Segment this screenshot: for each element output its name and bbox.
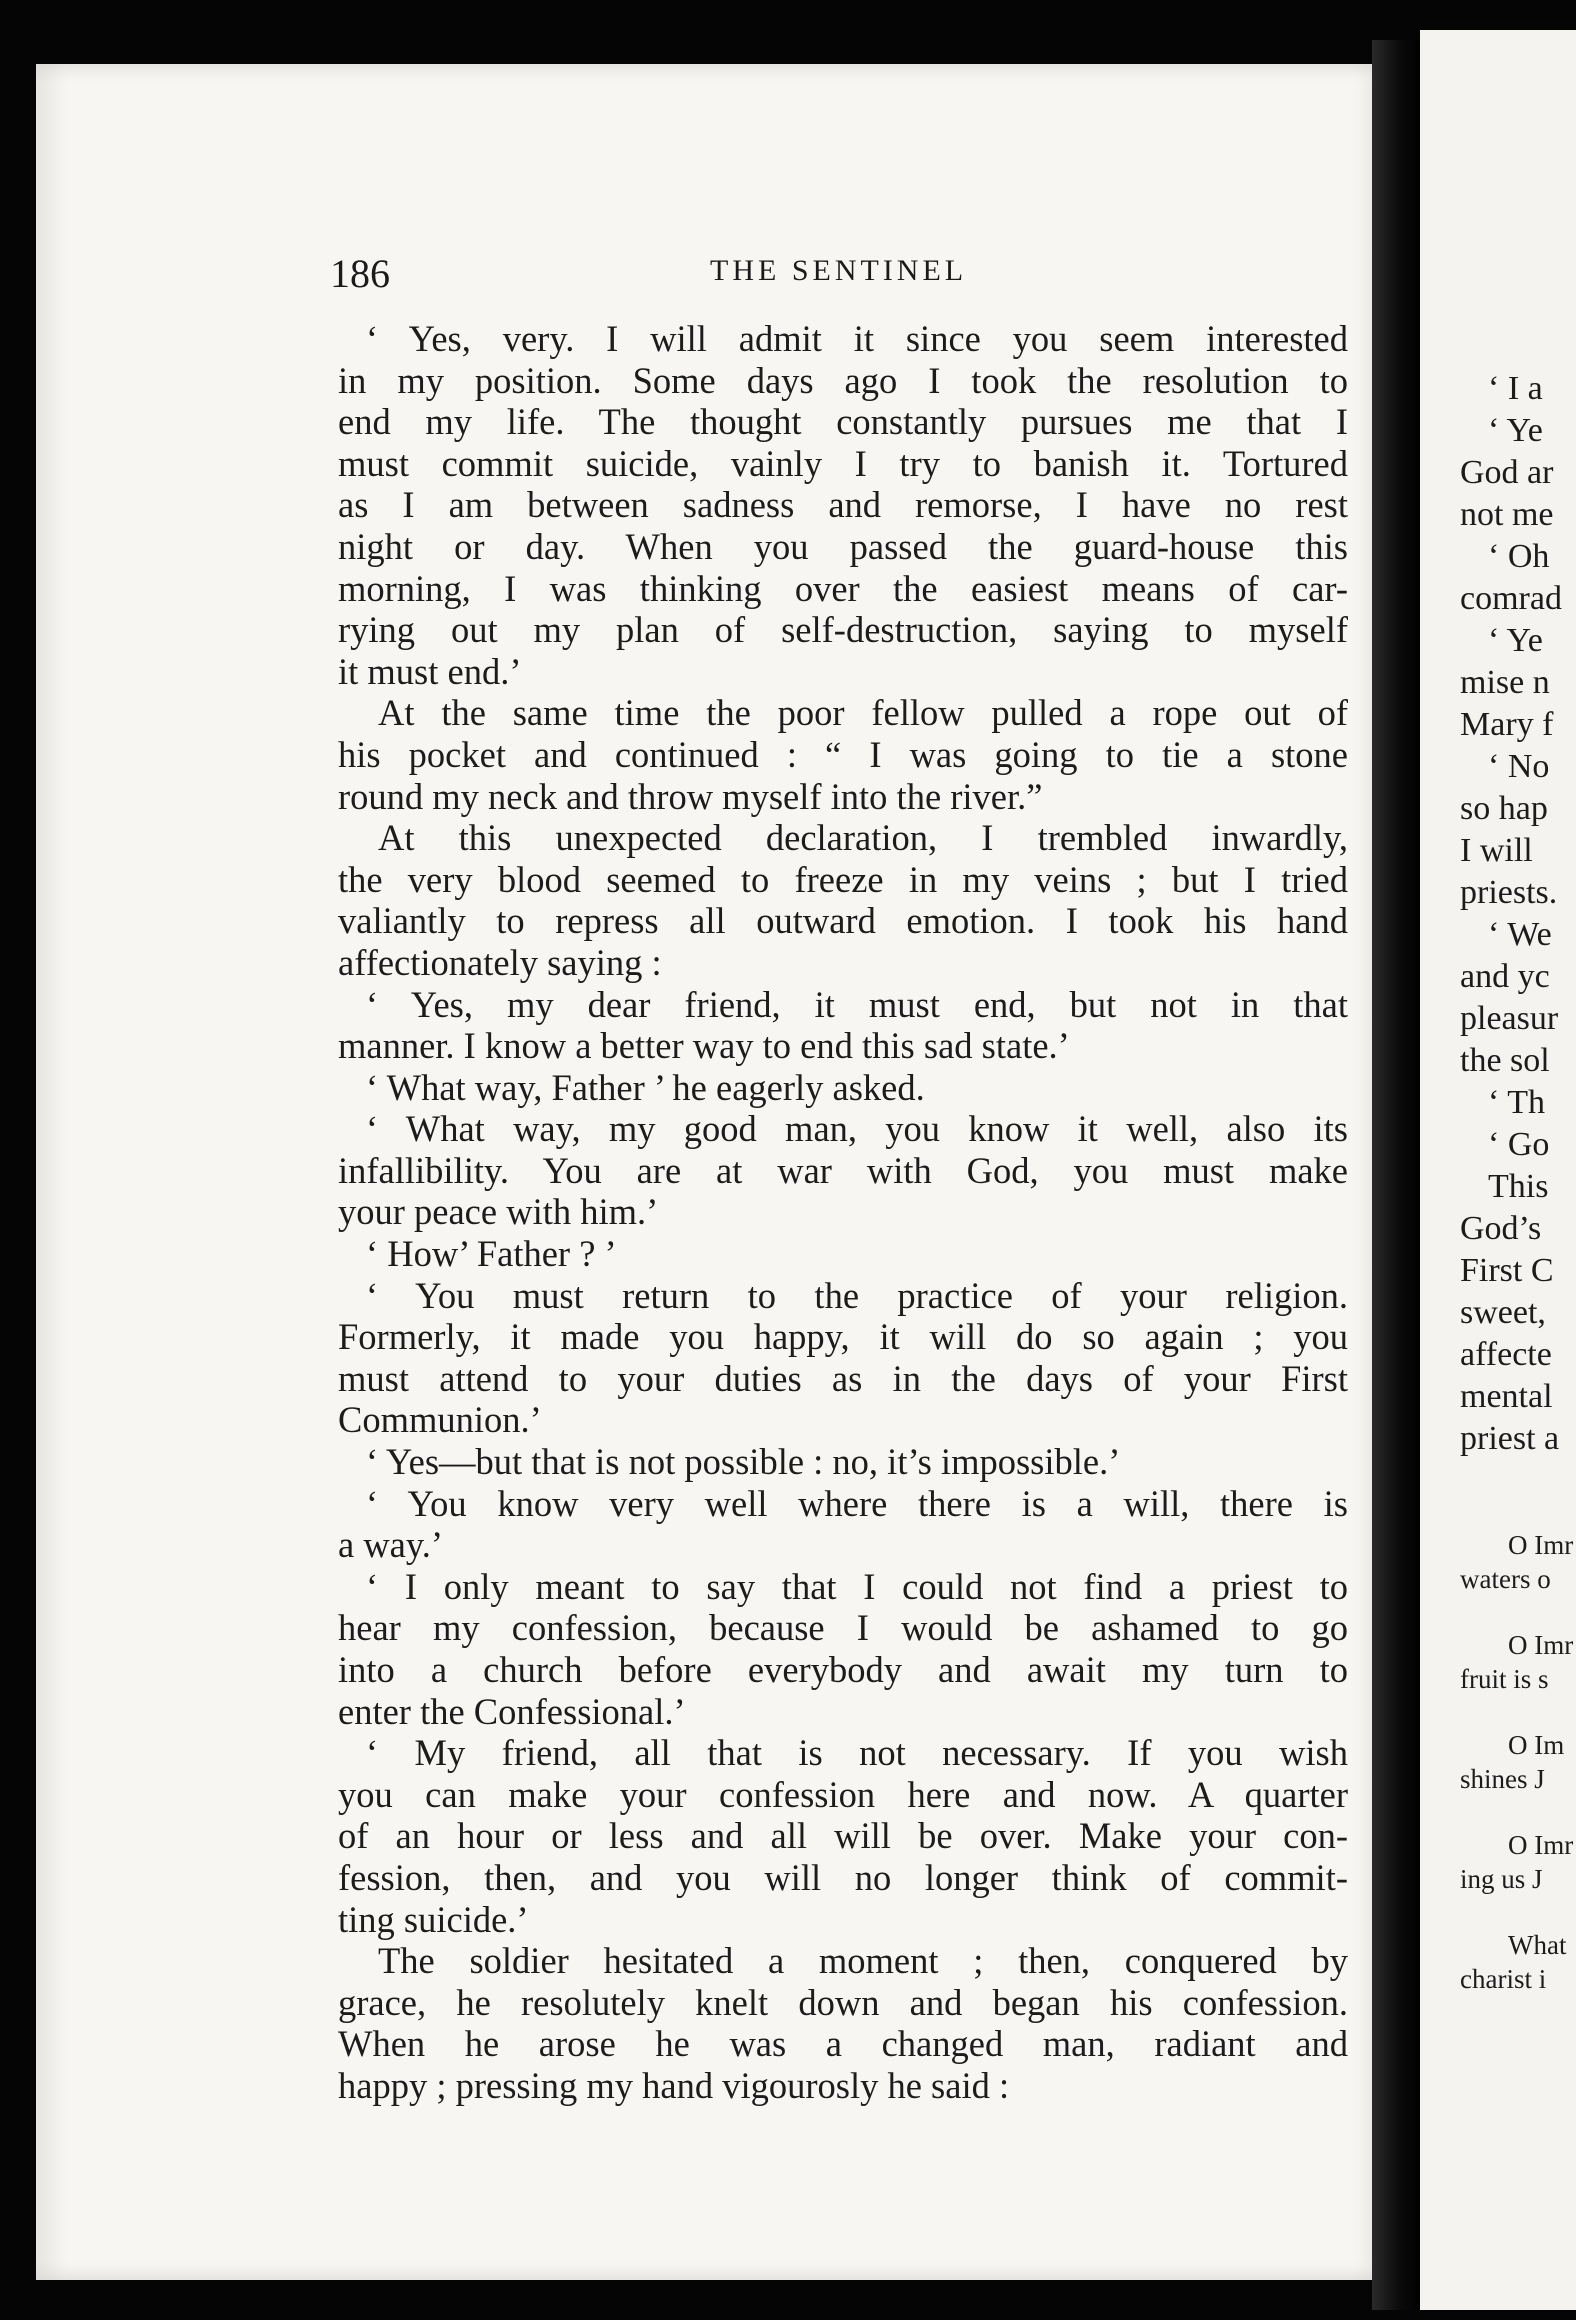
text-line: your peace with him.’	[338, 1191, 659, 1233]
text-line: you can make your confession here and now. A quarter	[338, 1773, 1348, 1815]
fragment-line: ‘ I a	[1488, 370, 1543, 407]
text-line: into a church before everybody and await my turn to	[338, 1649, 1348, 1690]
fragment-line: ‘ Ye	[1488, 622, 1543, 659]
text-line: night or day. When you passed the guard-house this	[338, 525, 1348, 567]
text-line: manner. I know a better way to end this sad state.’	[338, 1025, 1070, 1067]
fragment-line: pleasur	[1460, 1000, 1559, 1037]
text-line: ‘ Yes, very. I will admit it since you seem interested	[366, 318, 1348, 359]
text-line: ‘ Yes—but that is not possible : no, it’s impossible.’	[366, 1441, 1121, 1483]
fragment-line: priest a	[1460, 1420, 1560, 1457]
text-line: end my life. The thought constantly pursues me that I	[338, 401, 1348, 443]
text-line: fession, then, and you will no longer think of commit-	[338, 1856, 1348, 1898]
running-head	[330, 250, 1340, 296]
text-line: morning, I was thinking over the easiest means of car-	[338, 567, 1348, 609]
fragment-line: ‘ Ye	[1488, 412, 1543, 449]
fragment-line: God ar	[1460, 454, 1554, 491]
text-line: hear my confession, because I would be ashamed to go	[338, 1607, 1348, 1649]
text-line: At the same time the poor fellow pulled a rope out of	[378, 692, 1348, 734]
text-line: as I am between sadness and remorse, I have no rest	[338, 484, 1348, 526]
fragment-line: shines J	[1460, 1764, 1545, 1794]
text-line: Communion.’	[338, 1399, 542, 1441]
text-line: in my position. Some days ago I took the resolution to	[338, 359, 1348, 401]
fragment-line: waters o	[1460, 1564, 1551, 1594]
fragment-line: affecte	[1460, 1336, 1552, 1373]
fragment-line: Mary f	[1460, 706, 1554, 743]
text-line: Formerly, it made you happy, it will do so again ; you	[338, 1316, 1348, 1358]
fragment-line: O Imr	[1508, 1630, 1574, 1660]
text-line: The soldier hesitated a moment ; then, conquered by	[378, 1940, 1348, 1982]
page-number: 186	[330, 251, 390, 296]
book-gutter	[1372, 40, 1420, 2310]
text-line: enter the Confessional.’	[338, 1690, 686, 1732]
fragment-line: and yc	[1460, 958, 1550, 995]
fragment-line: What	[1508, 1930, 1567, 1960]
right-page	[1420, 30, 1576, 2310]
text-line: it must end.’	[338, 650, 522, 692]
fragment-line: ‘ Oh	[1488, 538, 1550, 575]
text-line: of an hour or less and all will be over. Make your con-	[338, 1815, 1348, 1857]
text-line: grace, he resolutely knelt down and began his confession.	[338, 1981, 1348, 2023]
text-line: ‘ Yes, my dear friend, it must end, but not in that	[366, 983, 1348, 1025]
text-line: ‘ You know very well where there is a will, there is	[366, 1482, 1348, 1524]
text-line: happy ; pressing my hand vigourosly he said :	[338, 2064, 1010, 2106]
text-line: the very blood seemed to freeze in my veins ; but I tried	[338, 858, 1348, 900]
fragment-line: O Im	[1508, 1730, 1565, 1760]
text-line: his pocket and continued : “ I was going to tie a stone	[338, 733, 1348, 775]
fragment-line: This	[1488, 1168, 1549, 1205]
fragment-line: I will	[1460, 832, 1533, 869]
fragment-line: ‘ Th	[1488, 1084, 1545, 1121]
fragment-line: O Imr	[1508, 1530, 1574, 1560]
text-line: When he arose he was a changed man, radiant and	[338, 2023, 1348, 2065]
text-line: a way.’	[338, 1524, 444, 1566]
text-line: must commit suicide, vainly I try to banish it. Tortured	[338, 442, 1348, 484]
fragment-line: sweet,	[1460, 1294, 1546, 1331]
text-line: infallibility. You are at war with God, you must make	[338, 1149, 1348, 1191]
fragment-line: God’s	[1460, 1210, 1542, 1247]
body-text	[338, 318, 1348, 2107]
fragment-line: ing us J	[1460, 1864, 1543, 1894]
text-line: affectionately saying :	[338, 941, 662, 983]
text-line: ‘ What way, Father ’ he eagerly asked.	[366, 1066, 925, 1108]
text-line: At this unexpected declaration, I trembled inwardly,	[378, 817, 1348, 859]
fragment-line: charist i	[1460, 1964, 1547, 1994]
fragment-line: ‘ No	[1488, 748, 1550, 785]
fragment-line: ‘ We	[1488, 916, 1552, 953]
fragment-line: priests.	[1460, 874, 1558, 911]
fragment-line: ‘ Go	[1488, 1126, 1550, 1163]
text-line: must attend to your duties as in the days of your First	[338, 1357, 1348, 1399]
text-line: rying out my plan of self-destruction, saying to myself	[338, 609, 1348, 651]
text-line: round my neck and throw myself into the river.”	[338, 775, 1043, 817]
fragment-line: First C	[1460, 1252, 1554, 1289]
text-line: valiantly to repress all outward emotion. I took his hand	[338, 900, 1348, 942]
text-line: ‘ What way, my good man, you know it well, also its	[366, 1108, 1348, 1150]
text-line: ‘ How’ Father ? ’	[366, 1233, 617, 1275]
fragment-line: not me	[1460, 496, 1554, 533]
text-line: ‘ My friend, all that is not necessary. If you wish	[366, 1732, 1348, 1774]
fragment-line: the sol	[1460, 1042, 1550, 1079]
text-line: ‘ I only meant to say that I could not find a priest to	[366, 1565, 1348, 1607]
fragment-line: fruit is s	[1460, 1664, 1549, 1694]
text-line: ting suicide.’	[338, 1898, 529, 1940]
fragment-line: comrad	[1460, 580, 1562, 617]
fragment-line: so hap	[1460, 790, 1548, 827]
fragment-line: mental	[1460, 1378, 1553, 1415]
text-line: ‘ You must return to the practice of your religion.	[366, 1274, 1348, 1316]
header-title: THE SENTINEL	[710, 254, 968, 287]
fragment-line: mise n	[1460, 664, 1550, 701]
fragment-line: O Imr	[1508, 1830, 1574, 1860]
